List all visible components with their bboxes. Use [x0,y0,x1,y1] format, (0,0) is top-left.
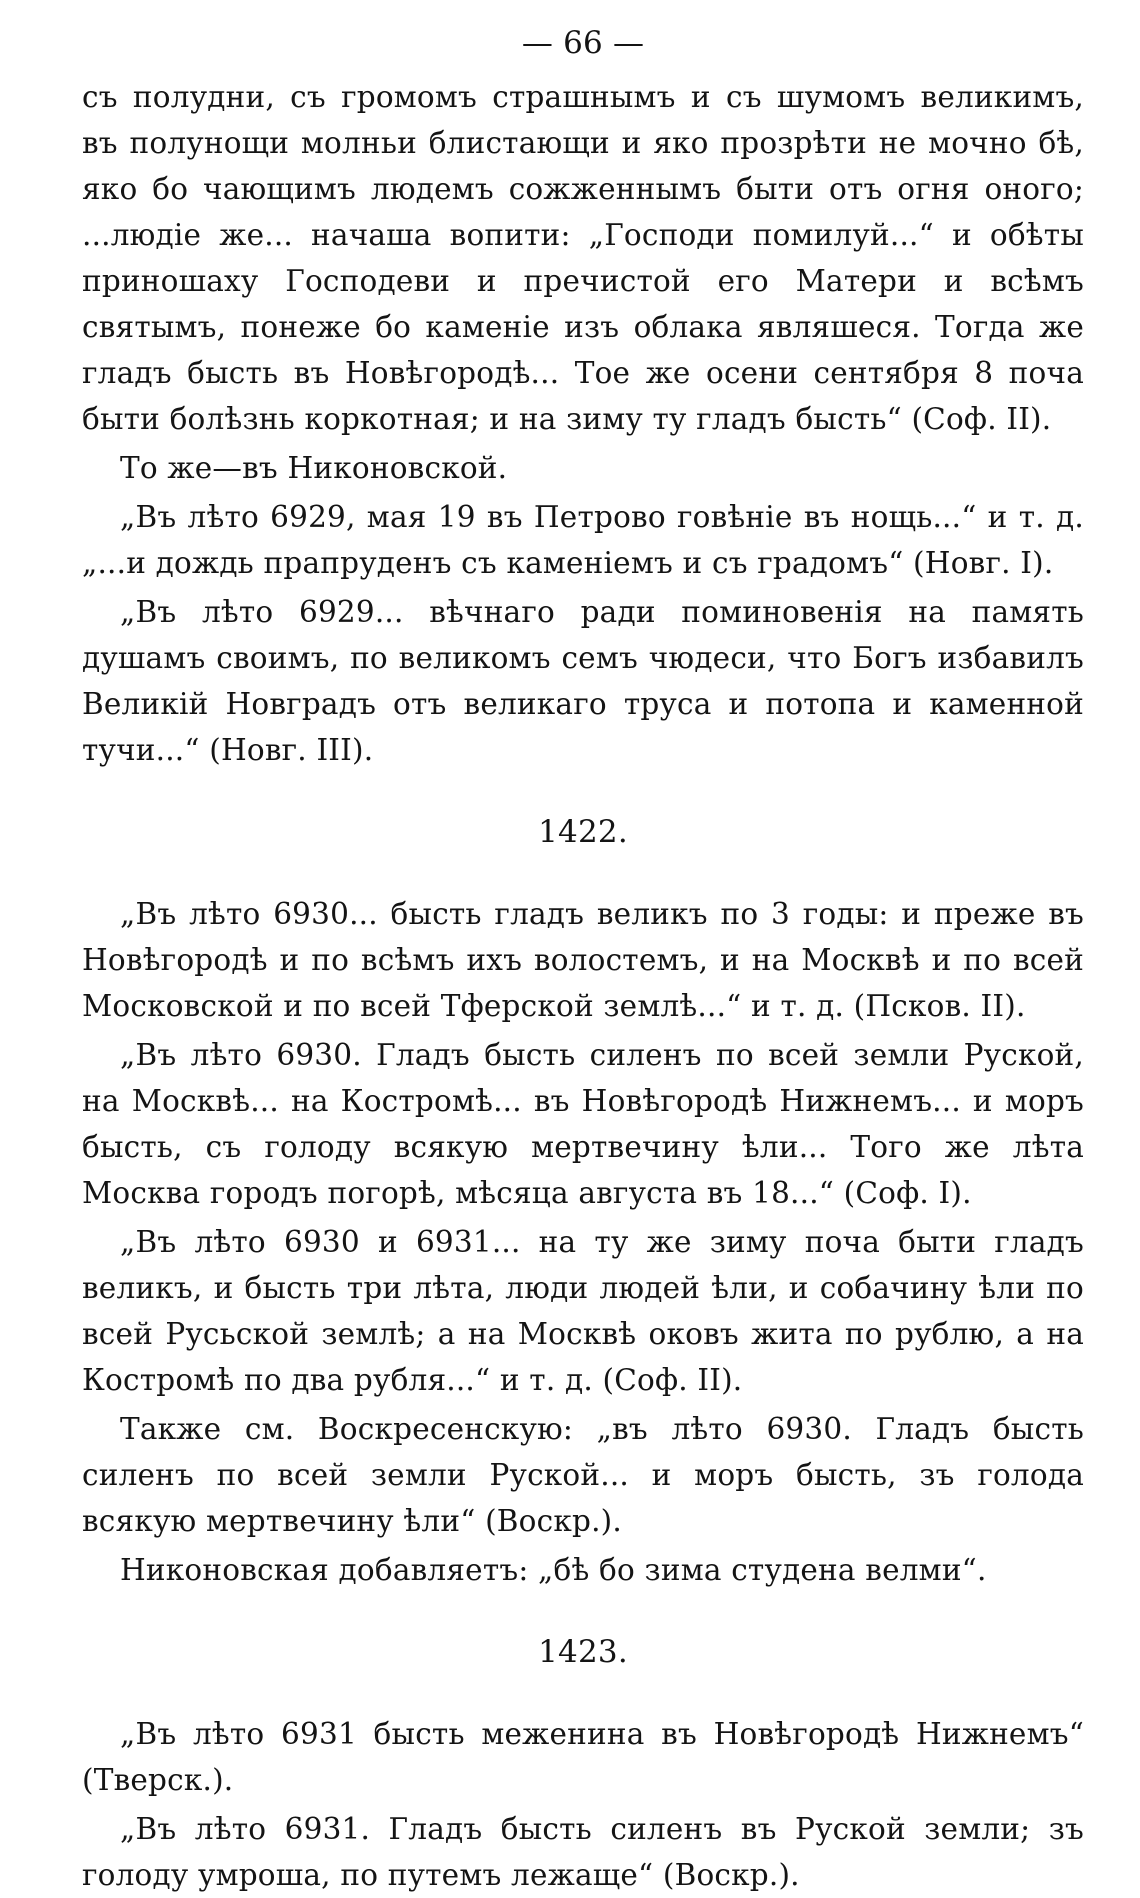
paragraph: „Въ лѣто 6929... вѣчнаго ради поминовенiя на память душамъ своимъ, по великомъ семъ чюдеси, что Богъ избавилъ Великiй Новградъ отъ великаго труса и потопа и каменной тучи...“ (Новг. III). [82,595,1084,767]
year-heading-1422: 1422. [538,814,628,850]
paragraph-continuation: съ полудни, съ громомъ страшнымъ и съ шумомъ великимъ, въ полунощи молньи блистающи и яко прозрѣти не мочно бѣ, яко бо чающимъ людемъ сожженнымъ быти отъ огня оного; ...людiе же... начаша вопити: „Господи помилуй...“ и обѣты приношаху Господеви и пречистой его Матери и всѣмъ святымъ, понеже бо каменiе изъ облака являшеся. Тогда же гладъ бысть въ Новѣгородѣ... Тое же осени сентября 8 поча быти болѣзнь коркотная; и на зиму ту гладъ бысть“ (Соф. II). [82,80,1084,436]
paragraph: „Въ лѣто 6930. Гладъ бысть силенъ по всей земли Руской, на Москвѣ... на Костромѣ... въ Новѣгородѣ Нижнемъ... и моръ бысть, съ голоду всякую мертвечину ѣли... Того же лѣта Москва городъ погорѣ, мѣсяца августа въ 18...“ (Соф. I). [82,1038,1084,1210]
page-number: — 66 — [521,25,645,61]
paragraph: Никоновская добавляетъ: „бѣ бо зима студена велми“. [120,1553,987,1587]
paragraph: То же—въ Никоновской. [120,451,508,485]
paragraph: „Въ лѣто 6931 бысть меженина въ Новѣгородѣ Нижнемъ“ (Тверск.). [82,1717,1084,1797]
paragraph: Также см. Воскресенскую: „въ лѣто 6930. Гладъ бысть силенъ по всей земли Руской... и моръ бысть, зъ голода всякую мертвечину ѣли“ (Воскр.). [82,1412,1084,1538]
paragraph: „Въ лѣто 6931. Гладъ бысть силенъ въ Руской земли; зъ голоду умроша, по путемъ лежаще“ (Воскр.). [82,1812,1084,1892]
paragraph: „Въ лѣто 6930 и 6931... на ту же зиму поча быти гладъ великъ, и бысть три лѣта, люди людей ѣли, и собачину ѣли по всей Русьской землѣ; а на Москвѣ оковъ жита по рублю, а на Костромѣ по два рубля...“ и т. д. (Соф. II). [82,1225,1084,1397]
year-heading-1423: 1423. [538,1634,628,1670]
paragraph: „Въ лѣто 6930... бысть гладъ великъ по 3 годы: и преже въ Новѣгородѣ и по всѣмъ ихъ волостемъ, и на Москвѣ и по всей Московской и по всей Тферской землѣ...“ и т. д. (Псков. II). [82,897,1084,1023]
paragraph: „Въ лѣто 6929, мая 19 въ Петрово говѣнiе въ нощь...“ и т. д. „...и дождь прапруденъ съ каменiемъ и съ градомъ“ (Новг. I). [82,500,1084,580]
